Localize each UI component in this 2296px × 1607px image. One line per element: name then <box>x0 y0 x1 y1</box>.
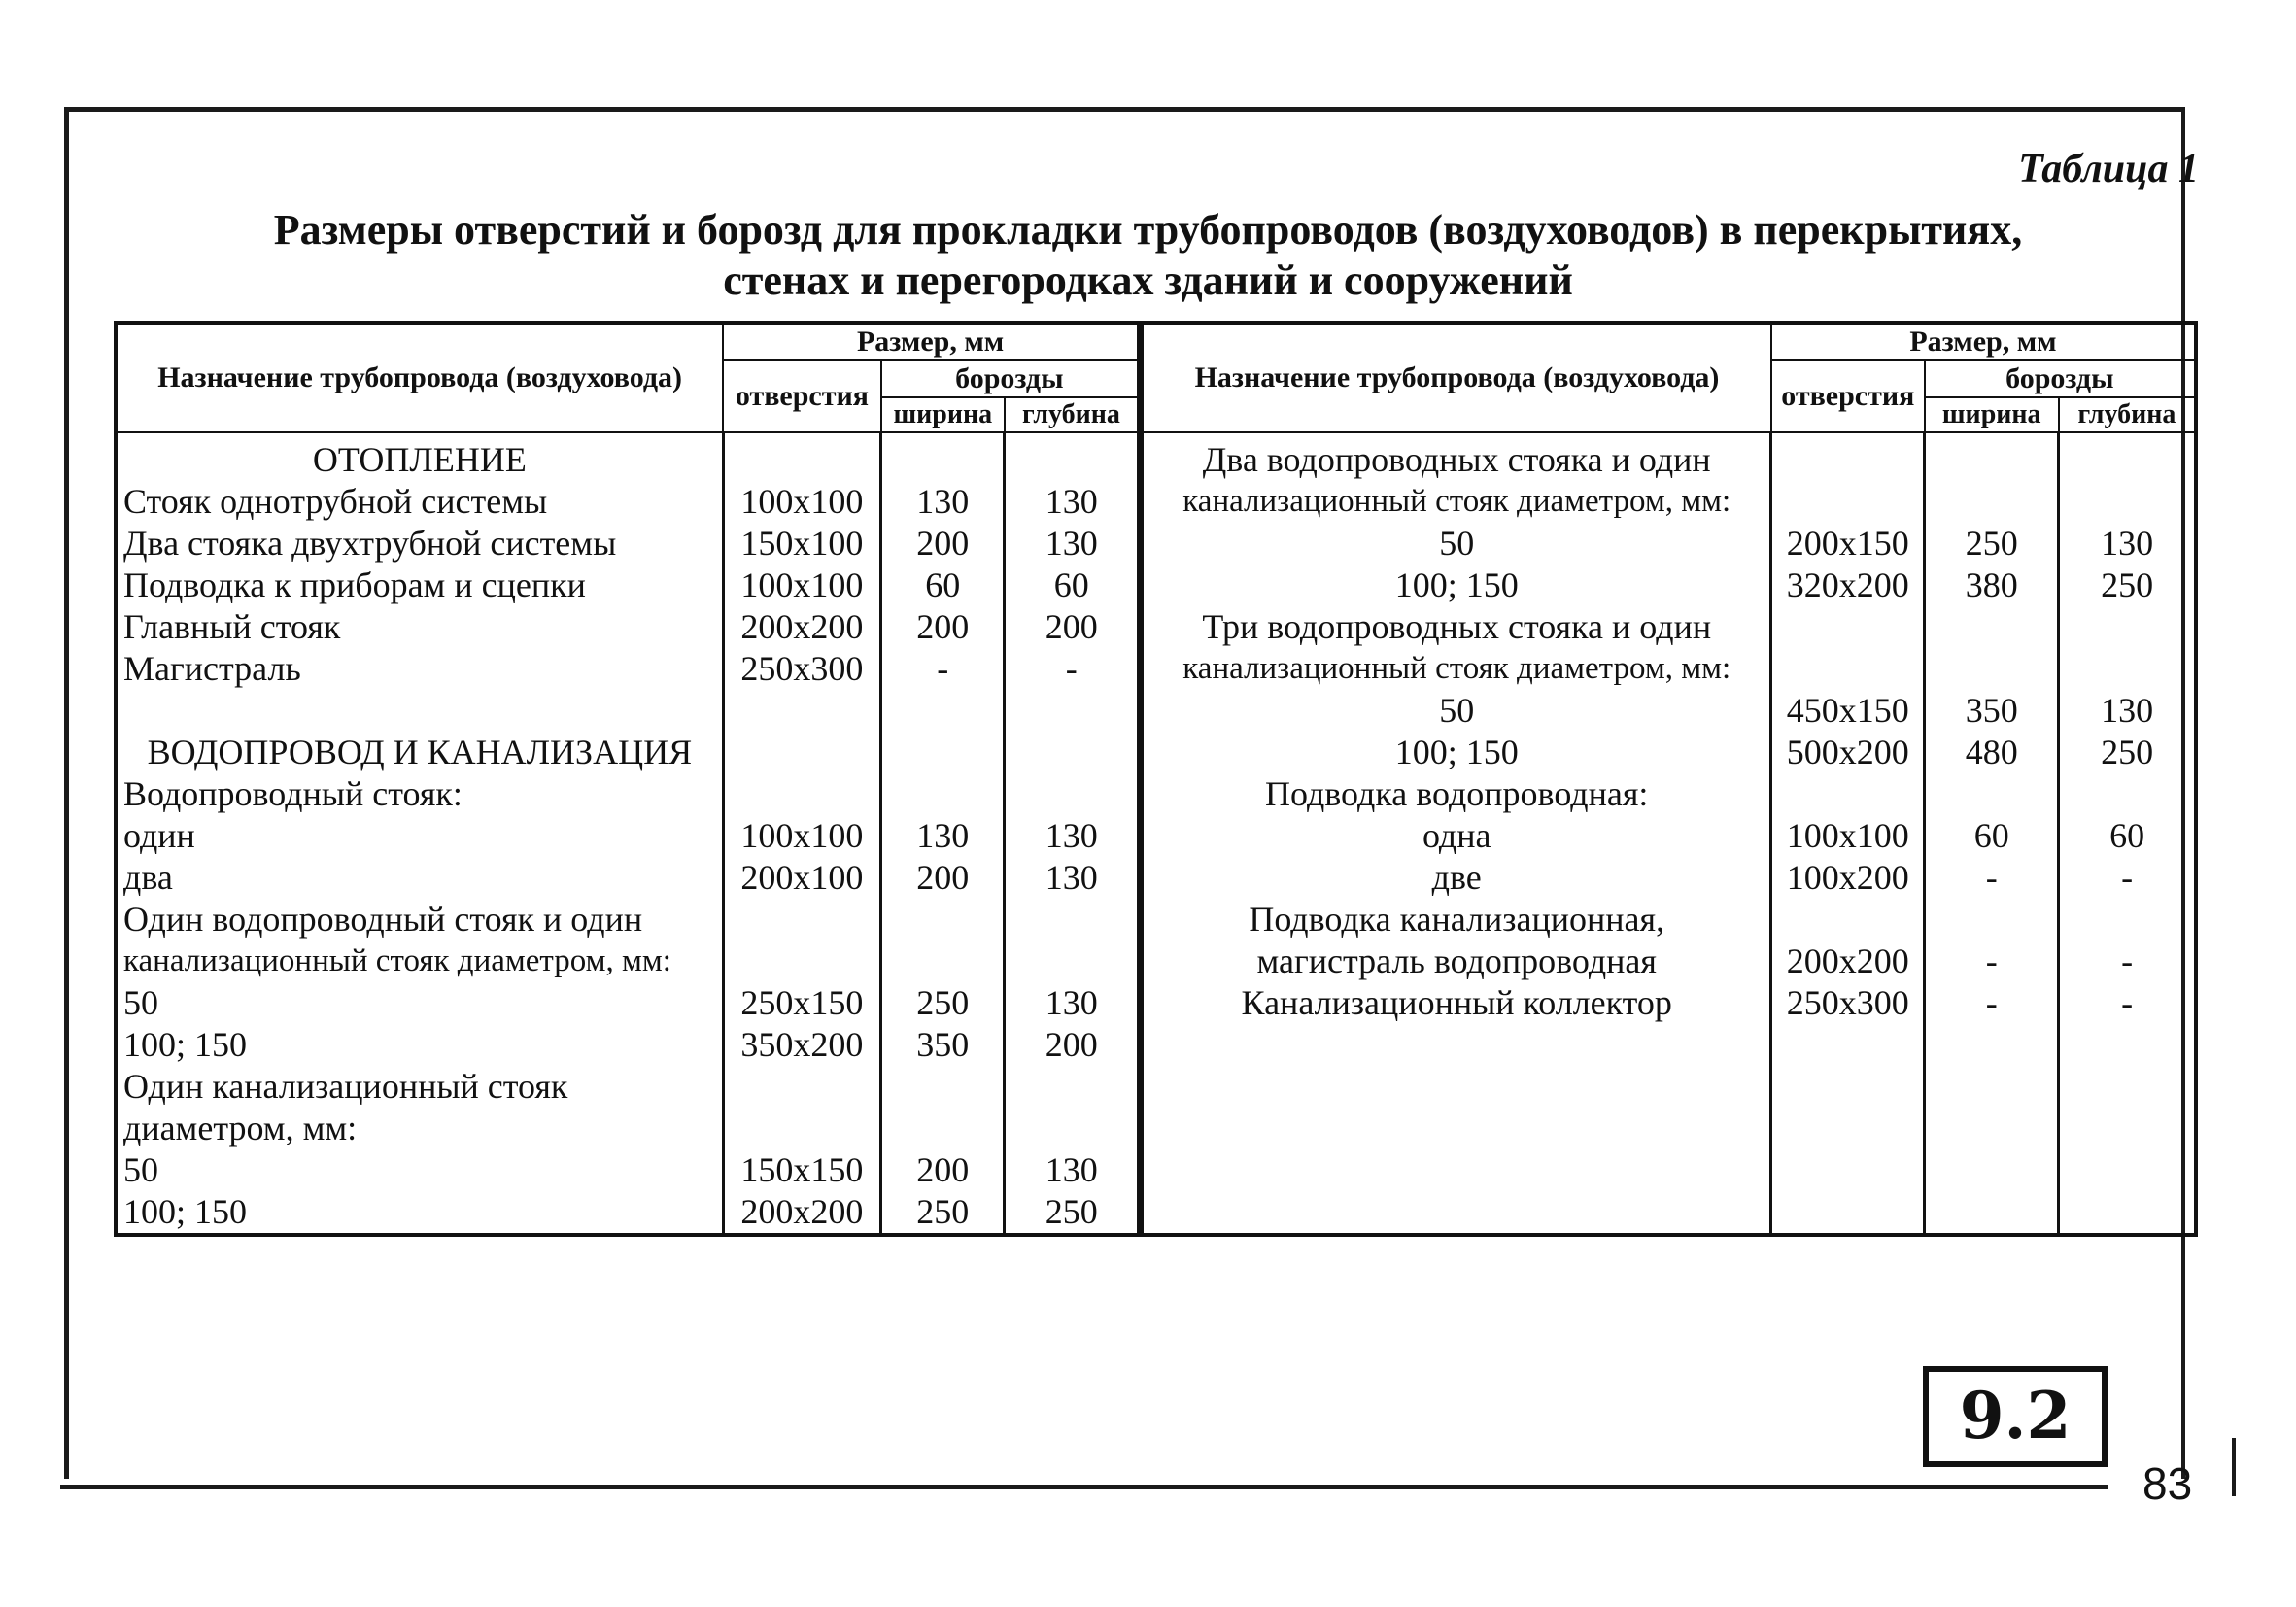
cell-purpose: 100; 150 <box>1142 564 1771 606</box>
table-row <box>116 481 1139 523</box>
cell-purpose: 50 <box>116 1149 723 1191</box>
cell-purpose: Один канализационный стояк <box>116 1066 723 1108</box>
table-title-line-2: стенах и перегородках зданий и сооружений <box>723 256 1573 304</box>
cell-depth <box>2059 773 2196 815</box>
cell-hole <box>1771 1066 1925 1108</box>
cell-hole <box>1771 606 1925 648</box>
header-width: ширина <box>881 397 1005 432</box>
table-row <box>1142 1066 2196 1108</box>
cell-purpose: 50 <box>1142 690 1771 732</box>
cell-width: 250 <box>881 982 1005 1024</box>
table-row <box>116 982 1139 1024</box>
cell-width <box>1925 648 2059 690</box>
table-row <box>1142 564 2196 606</box>
table-row <box>1142 1024 2196 1066</box>
cell-depth <box>2059 648 2196 690</box>
cell-hole <box>1771 1149 1925 1191</box>
cell-purpose: две <box>1142 857 1771 899</box>
bottom-rule <box>60 1485 2108 1489</box>
cell-depth <box>2059 606 2196 648</box>
cell-depth <box>2059 1108 2196 1149</box>
cell-width <box>881 899 1005 940</box>
cell-width <box>1925 432 2059 481</box>
cell-width: 200 <box>881 523 1005 564</box>
cell-purpose: Стояк однотрубной системы <box>116 481 723 523</box>
cell-depth: 250 <box>2059 564 2196 606</box>
table-row <box>116 648 1139 690</box>
cell-hole: 150х100 <box>723 523 880 564</box>
cell-width <box>1925 899 2059 940</box>
table-caption: Таблица 1 <box>2018 147 2199 191</box>
cell-purpose: ВОДОПРОВОД И КАНАЛИЗАЦИЯ <box>116 732 723 773</box>
cell-hole <box>1771 432 1925 481</box>
cell-width <box>881 940 1005 982</box>
cell-width <box>1925 773 2059 815</box>
cell-depth <box>2059 481 2196 523</box>
right-rule <box>2232 1438 2236 1496</box>
cell-purpose: Канализационный коллектор <box>1142 982 1771 1024</box>
cell-purpose: 100; 150 <box>1142 732 1771 773</box>
cell-purpose: Три водопроводных стояка и один <box>1142 606 1771 648</box>
cell-purpose: Два стояка двухтрубной системы <box>116 523 723 564</box>
cell-hole: 200х100 <box>723 857 880 899</box>
cell-depth <box>2059 1024 2196 1066</box>
cell-purpose: Главный стояк <box>116 606 723 648</box>
cell-width: 130 <box>881 815 1005 857</box>
cell-purpose: 50 <box>116 982 723 1024</box>
cell-width: 250 <box>881 1191 1005 1235</box>
cell-hole <box>723 940 880 982</box>
cell-hole: 100х100 <box>723 481 880 523</box>
cell-purpose: канализационный стояк диаметром, мм: <box>1142 481 1771 523</box>
cell-hole: 200х200 <box>723 1191 880 1235</box>
table-row <box>1142 815 2196 857</box>
cell-hole <box>1771 1024 1925 1066</box>
table-title-line-1: Размеры отверстий и борозд для прокладки трубопроводов (воздуховодов) в перекрытиях, <box>273 206 2023 254</box>
table-row <box>1142 773 2196 815</box>
cell-hole <box>1771 899 1925 940</box>
cell-width <box>881 732 1005 773</box>
cell-hole: 350х200 <box>723 1024 880 1066</box>
cell-width <box>881 773 1005 815</box>
cell-depth: 130 <box>2059 523 2196 564</box>
cell-purpose: ОТОПЛЕНИЕ <box>116 432 723 481</box>
table-row <box>1142 982 2196 1024</box>
cell-hole: 250х150 <box>723 982 880 1024</box>
cell-hole <box>1771 648 1925 690</box>
cell-width: 480 <box>1925 732 2059 773</box>
cell-width <box>881 432 1005 481</box>
cell-depth: 130 <box>1005 481 1139 523</box>
cell-width <box>1925 481 2059 523</box>
table-row <box>1142 481 2196 523</box>
cell-purpose <box>116 690 723 732</box>
cell-hole <box>723 432 880 481</box>
cell-depth: - <box>2059 982 2196 1024</box>
table-row <box>116 690 1139 732</box>
header-grooves: борозды <box>881 360 1139 397</box>
cell-depth: 130 <box>1005 857 1139 899</box>
cell-width <box>1925 1108 2059 1149</box>
cell-purpose <box>1142 1066 1771 1108</box>
cell-width: 60 <box>1925 815 2059 857</box>
cell-width: 350 <box>1925 690 2059 732</box>
cell-depth: - <box>1005 648 1139 690</box>
cell-depth: 200 <box>1005 1024 1139 1066</box>
header-depth: глубина <box>1005 397 1139 432</box>
cell-purpose: Подводка к приборам и сцепки <box>116 564 723 606</box>
cell-depth: - <box>2059 940 2196 982</box>
cell-depth: 200 <box>1005 606 1139 648</box>
cell-purpose: Подводка канализационная, <box>1142 899 1771 940</box>
cell-hole: 100х200 <box>1771 857 1925 899</box>
cell-width: 250 <box>1925 523 2059 564</box>
cell-depth <box>2059 1191 2196 1235</box>
cell-hole <box>723 732 880 773</box>
cell-depth: 130 <box>1005 523 1139 564</box>
cell-hole: 100х100 <box>723 564 880 606</box>
table-row <box>1142 1191 2196 1235</box>
cell-depth <box>1005 1108 1139 1149</box>
table-row <box>116 815 1139 857</box>
cell-hole <box>1771 1191 1925 1235</box>
header-hole: отверстия <box>1771 360 1925 432</box>
table-row <box>116 432 1139 481</box>
cell-width <box>881 1108 1005 1149</box>
cell-purpose: один <box>116 815 723 857</box>
cell-purpose: Водопроводный стояк: <box>116 773 723 815</box>
cell-hole: 500х200 <box>1771 732 1925 773</box>
cell-depth: - <box>2059 857 2196 899</box>
cell-width: 200 <box>881 857 1005 899</box>
table-row <box>116 523 1139 564</box>
header-grooves: борозды <box>1925 360 2196 397</box>
table-row <box>116 940 1139 982</box>
cell-purpose: магистраль водопроводная <box>1142 940 1771 982</box>
cell-depth <box>2059 432 2196 481</box>
cell-width: 200 <box>881 606 1005 648</box>
cell-hole <box>723 773 880 815</box>
table-row <box>116 606 1139 648</box>
section-badge: 9.2 <box>1923 1366 2108 1467</box>
cell-hole: 200х200 <box>723 606 880 648</box>
table-row <box>116 1191 1139 1235</box>
table-row <box>116 1066 1139 1108</box>
cell-width: - <box>1925 940 2059 982</box>
table-row <box>1142 523 2196 564</box>
cell-depth: 250 <box>2059 732 2196 773</box>
cell-depth <box>1005 432 1139 481</box>
header-size: Размер, мм <box>723 323 1139 360</box>
table-row <box>116 899 1139 940</box>
header-purpose: Назначение трубопровода (воздуховода) <box>1142 323 1771 432</box>
cell-hole: 250х300 <box>1771 982 1925 1024</box>
cell-depth: 60 <box>2059 815 2196 857</box>
table-row <box>116 1149 1139 1191</box>
cell-width <box>1925 606 2059 648</box>
cell-purpose: Подводка водопроводная: <box>1142 773 1771 815</box>
header-width: ширина <box>1925 397 2059 432</box>
cell-width: 350 <box>881 1024 1005 1066</box>
cell-purpose: Магистраль <box>116 648 723 690</box>
cell-purpose: 50 <box>1142 523 1771 564</box>
cell-hole: 100х100 <box>1771 815 1925 857</box>
table-row <box>116 857 1139 899</box>
table-row <box>1142 432 2196 481</box>
cell-hole <box>723 690 880 732</box>
cell-depth <box>2059 899 2196 940</box>
table-row <box>1142 732 2196 773</box>
table-row <box>116 1024 1139 1066</box>
cell-purpose: два <box>116 857 723 899</box>
table-row <box>1142 940 2196 982</box>
cell-hole: 200х200 <box>1771 940 1925 982</box>
cell-purpose: 100; 150 <box>116 1191 723 1235</box>
table-row <box>1142 1108 2196 1149</box>
header-depth: глубина <box>2059 397 2196 432</box>
cell-depth: 130 <box>1005 982 1139 1024</box>
cell-depth: 250 <box>1005 1191 1139 1235</box>
table-row <box>1142 899 2196 940</box>
cell-purpose: Два водопроводных стояка и один <box>1142 432 1771 481</box>
cell-width: 380 <box>1925 564 2059 606</box>
cell-depth <box>2059 1149 2196 1191</box>
cell-width: 200 <box>881 1149 1005 1191</box>
cell-hole: 450х150 <box>1771 690 1925 732</box>
cell-hole <box>1771 773 1925 815</box>
cell-hole: 320х200 <box>1771 564 1925 606</box>
cell-width <box>1925 1149 2059 1191</box>
cell-width: - <box>881 648 1005 690</box>
cell-purpose: 100; 150 <box>116 1024 723 1066</box>
table-row <box>1142 1149 2196 1191</box>
header-size: Размер, мм <box>1771 323 2196 360</box>
table-row <box>1142 690 2196 732</box>
table-row <box>116 564 1139 606</box>
cell-depth <box>1005 940 1139 982</box>
cell-depth <box>1005 773 1139 815</box>
table-right <box>1140 321 2198 1237</box>
cell-depth: 130 <box>1005 1149 1139 1191</box>
table-left <box>114 321 1141 1237</box>
table-row <box>1142 648 2196 690</box>
cell-hole: 150х150 <box>723 1149 880 1191</box>
cell-purpose: канализационный стояк диаметром, мм: <box>1142 648 1771 690</box>
header-hole: отверстия <box>723 360 880 432</box>
table-row <box>116 1108 1139 1149</box>
cell-hole <box>723 899 880 940</box>
cell-purpose: Один водопроводный стояк и один <box>116 899 723 940</box>
cell-purpose: канализационный стояк диаметром, мм: <box>116 940 723 982</box>
table-row <box>1142 857 2196 899</box>
cell-purpose <box>1142 1191 1771 1235</box>
cell-width <box>1925 1024 2059 1066</box>
cell-depth <box>1005 690 1139 732</box>
cell-depth: 130 <box>2059 690 2196 732</box>
table-row <box>116 732 1139 773</box>
table-row <box>116 773 1139 815</box>
cell-width <box>1925 1191 2059 1235</box>
cell-hole: 100х100 <box>723 815 880 857</box>
cell-depth: 130 <box>1005 815 1139 857</box>
cell-purpose <box>1142 1108 1771 1149</box>
cell-width <box>1925 1066 2059 1108</box>
cell-width <box>881 690 1005 732</box>
cell-width: - <box>1925 857 2059 899</box>
cell-depth <box>1005 899 1139 940</box>
cell-width: 60 <box>881 564 1005 606</box>
cell-depth: 60 <box>1005 564 1139 606</box>
cell-depth <box>1005 1066 1139 1108</box>
cell-purpose <box>1142 1149 1771 1191</box>
cell-width: 130 <box>881 481 1005 523</box>
cell-depth <box>2059 1066 2196 1108</box>
cell-hole: 200х150 <box>1771 523 1925 564</box>
cell-width: - <box>1925 982 2059 1024</box>
page-number: 83 <box>2142 1458 2193 1509</box>
cell-purpose <box>1142 1024 1771 1066</box>
table-row <box>1142 606 2196 648</box>
cell-width <box>881 1066 1005 1108</box>
cell-depth <box>1005 732 1139 773</box>
header-purpose: Назначение трубопровода (воздуховода) <box>116 323 723 432</box>
cell-hole <box>723 1066 880 1108</box>
cell-purpose: диаметром, мм: <box>116 1108 723 1149</box>
cell-hole <box>723 1108 880 1149</box>
cell-hole <box>1771 1108 1925 1149</box>
cell-purpose: одна <box>1142 815 1771 857</box>
cell-hole <box>1771 481 1925 523</box>
cell-hole: 250х300 <box>723 648 880 690</box>
